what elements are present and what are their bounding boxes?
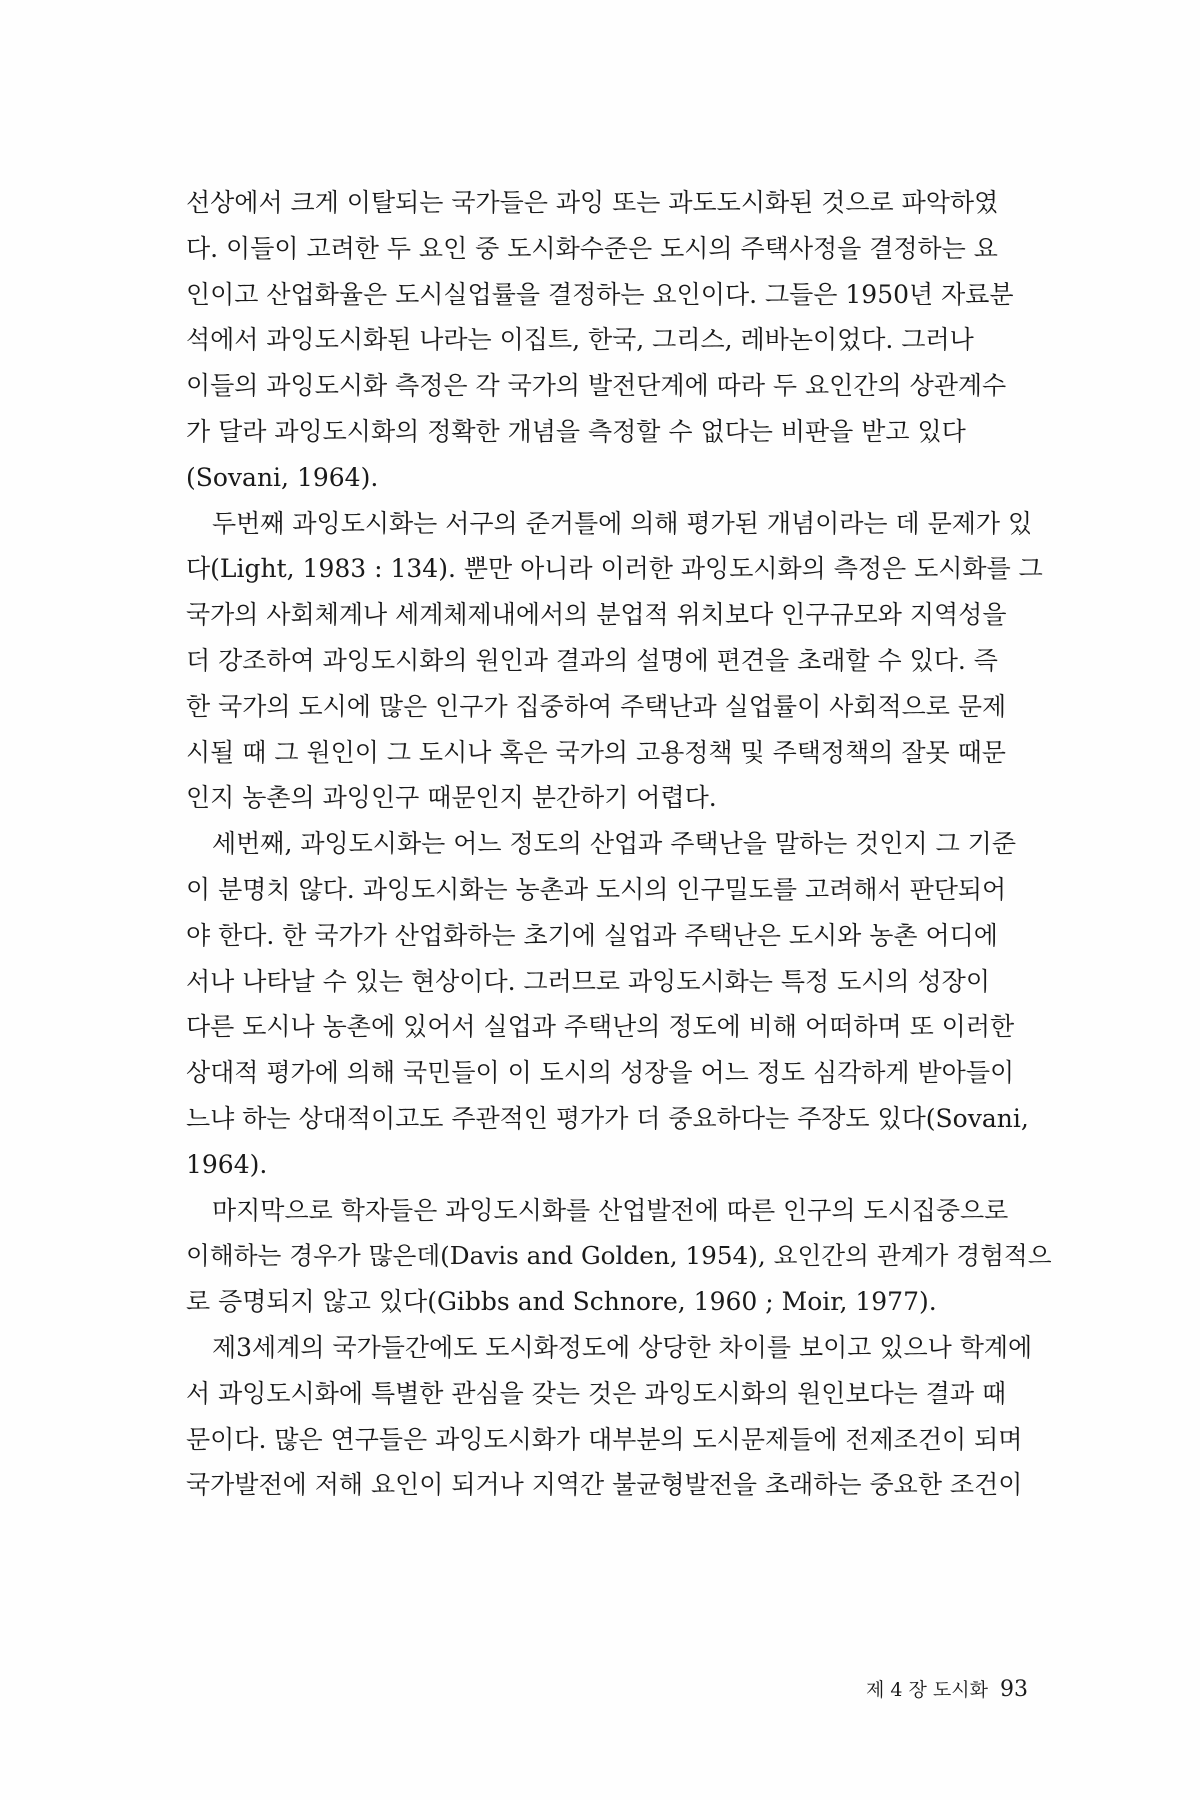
text-line: 야 한다. 한 국가가 산업화하는 초기에 실업과 주택난은 도시와 농촌 어디에 — [186, 920, 998, 950]
text-line: 서 과잉도시화에 특별한 관심을 갖는 것은 과잉도시화의 원인보다는 결과 때 — [186, 1378, 1007, 1408]
text-line: 국가의 사회체계나 세계체제내에서의 분업적 위치보다 인구규모와 지역성을 — [186, 600, 1007, 630]
text-line: 이들의 과잉도시화 측정은 각 국가의 발전단계에 따라 두 요인간의 상관계수 — [186, 371, 1007, 401]
text-line: 서나 나타날 수 있는 현상이다. 그러므로 과잉도시화는 특정 도시의 성장이 — [186, 966, 990, 996]
text-line: 1964). — [186, 1149, 268, 1179]
text-line: 선상에서 크게 이탈되는 국가들은 과잉 또는 과도도시화된 것으로 파악하였 — [186, 188, 999, 217]
text-line: 두번째 과잉도시화는 서구의 준거틀에 의해 평가된 개념이라는 데 문제가 있 — [212, 508, 1033, 538]
text-line: 다(Light, 1983 : 134). 뿐만 아니라 이러한 과잉도시화의 측정은 도시화를 그 — [186, 554, 1043, 584]
text-line: 더 강조하여 과잉도시화의 원인과 결과의 설명에 편견을 초래할 수 있다. 즉 — [186, 645, 998, 675]
text-line: 세번째, 과잉도시화는 어느 정도의 산업과 주택난을 말하는 것인지 그 기준 — [212, 829, 1016, 859]
paragraph — [186, 821, 1052, 1187]
text-line: 국가발전에 저해 요인이 되거나 지역간 불균형발전을 초래하는 중요한 조건이 — [186, 1470, 1023, 1500]
text-line: 한 국가의 도시에 많은 인구가 집중하여 주택난과 실업률이 사회적으로 문제 — [186, 691, 1007, 721]
text-line: 제3세계의 국가들간에도 도시화정도에 상당한 차이를 보이고 있으나 학계에 — [212, 1332, 1033, 1362]
text-line: (Sovani, 1964). — [186, 462, 379, 492]
text-line: 이해하는 경우가 많은데(Davis and Golden, 1954), 요인간의 관계가 경험적으 — [186, 1241, 1052, 1271]
text-line: 가 달라 과잉도시화의 정확한 개념을 측정할 수 없다는 비판을 받고 있다 — [186, 416, 966, 446]
text-line: 인지 농촌의 과잉인구 때문인지 분간하기 어렵다. — [186, 783, 717, 813]
text-line: 다른 도시나 농촌에 있어서 실업과 주택난의 정도에 비해 어떠하며 또 이러한 — [186, 1012, 1015, 1042]
text-line: 인이고 산업화율은 도시실업률을 결정하는 요인이다. 그들은 1950년 자료분 — [186, 279, 1014, 309]
text-line: 상대적 평가에 의해 국민들이 이 도시의 성장을 어느 정도 심각하게 받아들이 — [186, 1058, 1015, 1088]
text-line: 느냐 하는 상대적이고도 주관적인 평가가 더 중요하다는 주장도 있다(Sovani, — [186, 1103, 1029, 1133]
text-line: 마지막으로 학자들은 과잉도시화를 산업발전에 따른 인구의 도시집중으로 — [212, 1195, 1009, 1225]
page-number: 93 — [999, 1677, 1028, 1702]
paragraph — [186, 1188, 1052, 1325]
text-line: 시될 때 그 원인이 그 도시나 혹은 국가의 고용정책 및 주택정책의 잘못 때문 — [186, 737, 1006, 767]
text-line: 로 증명되지 않고 있다(Gibbs and Schnore, 1960 ; Moir, 1977). — [186, 1287, 937, 1317]
body-text — [186, 180, 1052, 1508]
paragraph — [186, 180, 1052, 501]
text-line: 다. 이들이 고려한 두 요인 중 도시화수준은 도시의 주택사정을 결정하는 요 — [186, 233, 998, 263]
paragraph — [186, 1325, 1052, 1508]
text-line: 문이다. 많은 연구들은 과잉도시화가 대부분의 도시문제들에 전제조건이 되며 — [186, 1424, 1023, 1454]
chapter-title: 제 4 장 도시화 — [866, 1679, 988, 1701]
text-line: 이 분명치 않다. 과잉도시화는 농촌과 도시의 인구밀도를 고려해서 판단되어 — [186, 874, 1007, 904]
page-footer — [866, 1675, 1028, 1702]
paragraph — [186, 501, 1052, 822]
text-line: 석에서 과잉도시화된 나라는 이집트, 한국, 그리스, 레바논이었다. 그러나 — [186, 325, 974, 355]
